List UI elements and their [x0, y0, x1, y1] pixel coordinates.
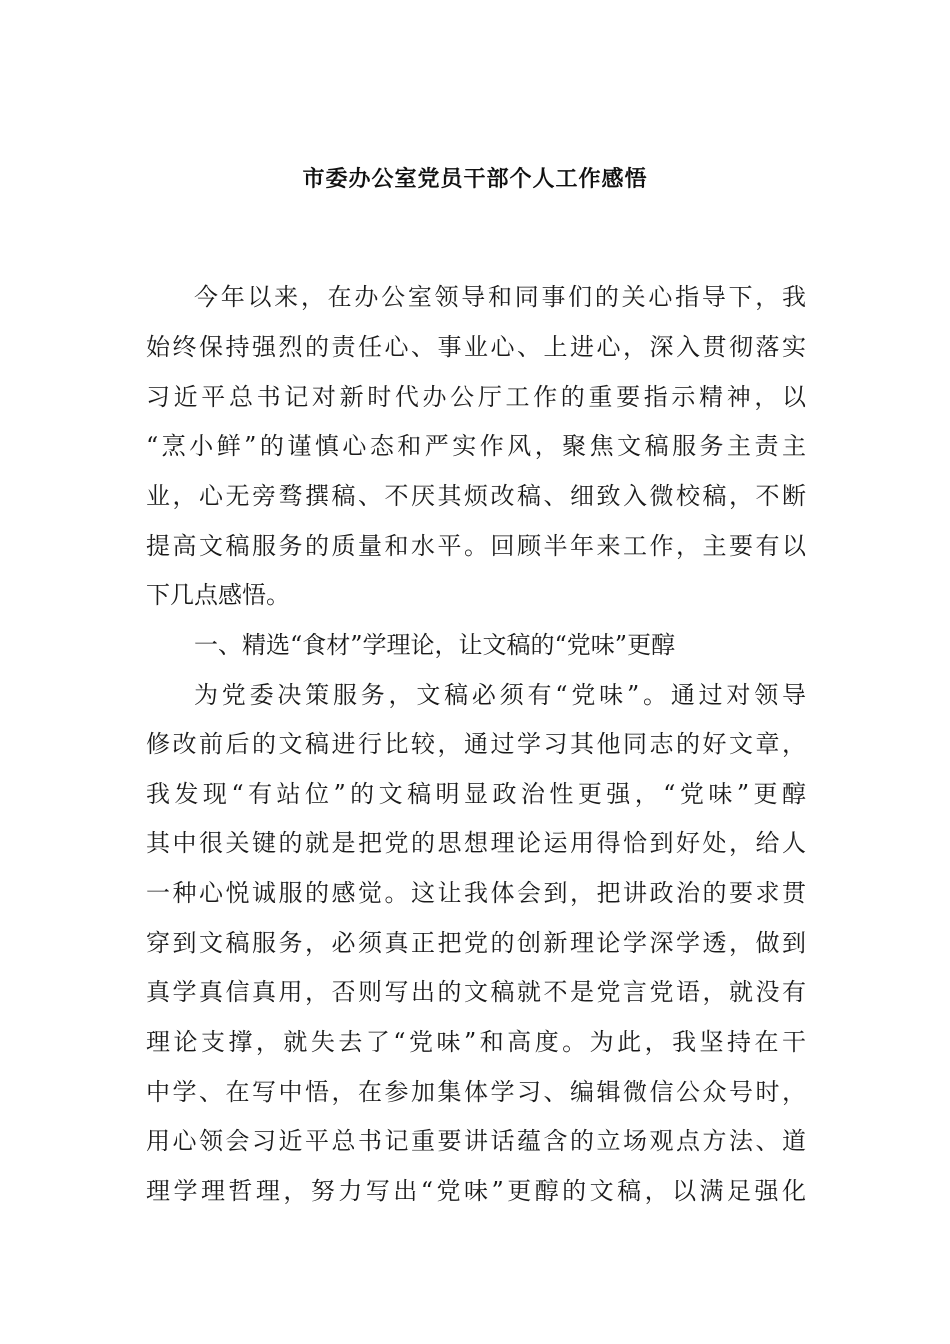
section-heading: 一、精选“食材”学理论，让文稿的“党味”更醇: [194, 631, 676, 659]
paragraph-line: 今年以来，在办公室领导和同事们的关心指导下，我: [194, 283, 806, 311]
paragraph-line: 穿到文稿服务，必须真正把党的创新理论学深学透，做到: [146, 929, 806, 957]
paragraph-line: 我发现“有站位”的文稿明显政治性更强，“党味”更醇: [146, 780, 806, 808]
paragraph-line: 为党委决策服务，文稿必须有“党味”。通过对领导: [194, 681, 806, 709]
paragraph-line: 习近平总书记对新时代办公厅工作的重要指示精神，以: [146, 383, 806, 411]
paragraph-line: 始终保持强烈的责任心、事业心、上进心，深入贯彻落实: [146, 333, 806, 361]
paragraph-line: “烹小鲜”的谨慎心态和严实作风，聚焦文稿服务主责主: [146, 432, 806, 460]
paragraph-line: 下几点感悟。: [146, 581, 290, 609]
paragraph-line: 中学、在写中悟，在参加集体学习、编辑微信公众号时，: [146, 1078, 806, 1106]
paragraph-line: 一种心悦诚服的感觉。这让我体会到，把讲政治的要求贯: [146, 879, 806, 907]
paragraph-line: 理论支撑，就失去了“党味”和高度。为此，我坚持在干: [146, 1028, 806, 1056]
paragraph-line: 理学理哲理，努力写出“党味”更醇的文稿，以满足强化: [146, 1177, 806, 1205]
paragraph-line: 用心领会习近平总书记重要讲话蕴含的立场观点方法、道: [146, 1127, 806, 1155]
paragraph-line: 其中很关键的就是把党的思想理论运用得恰到好处，给人: [146, 829, 806, 857]
paragraph-line: 真学真信真用，否则写出的文稿就不是党言党语，就没有: [146, 978, 806, 1006]
paragraph-line: 业，心无旁骛撰稿、不厌其烦改稿、细致入微校稿，不断: [146, 482, 806, 510]
paragraph-line: 提高文稿服务的质量和水平。回顾半年来工作，主要有以: [146, 532, 806, 560]
paragraph-line: 修改前后的文稿进行比较，通过学习其他同志的好文章，: [146, 730, 806, 758]
document-title: 市委办公室党员干部个人工作感悟: [302, 167, 648, 192]
